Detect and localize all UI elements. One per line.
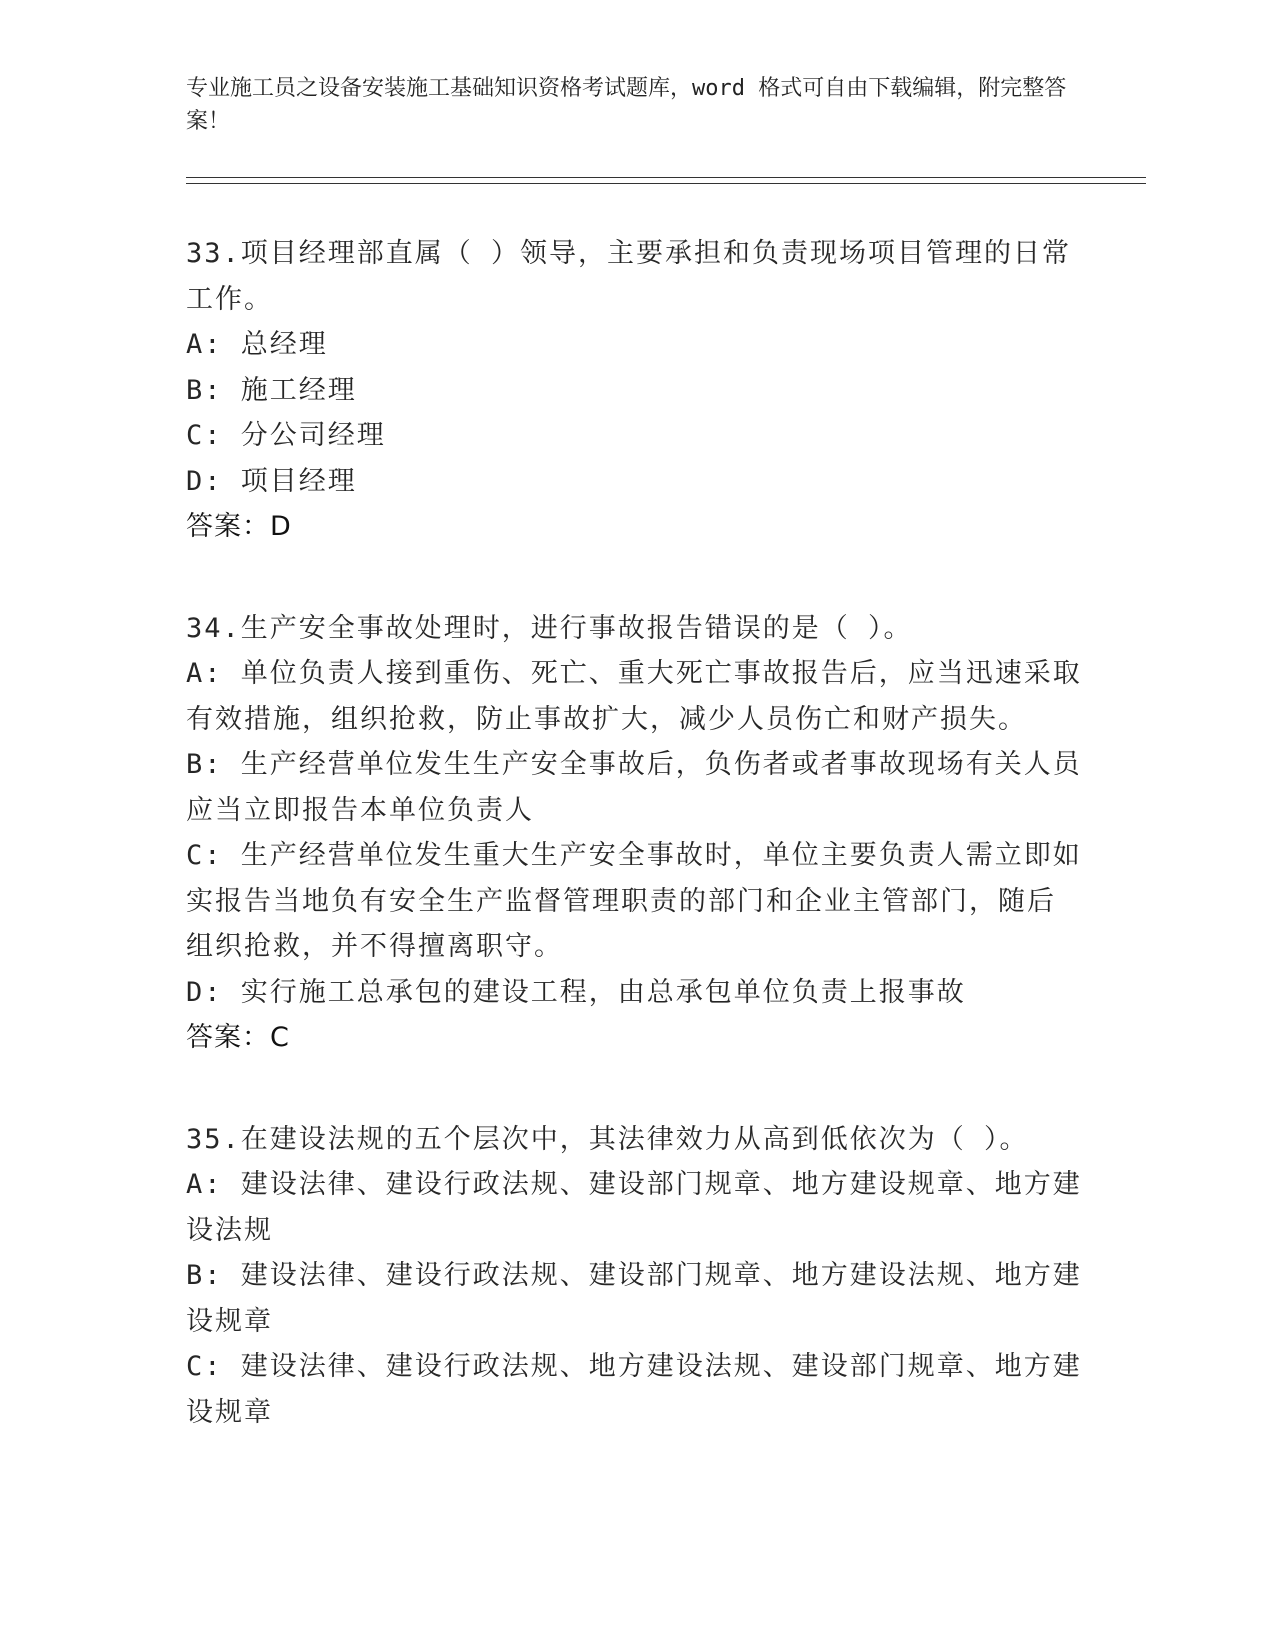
document-header [186,72,1086,138]
option-b: B: 建设法律、建设行政法规、建设部门规章、地方建设法规、地方建 [186,1260,1082,1291]
option-d: D: 实行施工总承包的建设工程，由总承包单位负责上报事故 [186,976,966,1008]
option-a-continued: 设法规 [186,1214,273,1246]
question-35 [186,1117,1086,1436]
option-c: C: 分公司经理 [186,420,386,451]
option-c-continued: 组织抢救，并不得擅离职守。 [186,931,563,962]
question-stem-line: 33.项目经理部直属（ ）领导，主要承担和负责现场项目管理的日常 [186,238,1072,269]
header-title: 专业施工员之设备安装施工基础知识资格考试题库，word 格式可自由下载编辑，附完整答案！ [186,76,1067,134]
option-a: A: 单位负责人接到重伤、死亡、重大死亡事故报告后，应当迅速采取 [186,658,1082,689]
option-c-continued: 实报告当地负有安全生产监督管理职责的部门和企业主管部门，随后 [186,885,1056,917]
question-stem-line: 工作。 [186,283,273,315]
option-c-continued: 设规章 [186,1396,273,1428]
option-b-continued: 应当立即报告本单位负责人 [186,794,534,826]
header-rule-top [186,177,1146,178]
option-c: C: 生产经营单位发生重大生产安全事故时，单位主要负责人需立即如 [186,840,1082,871]
option-b: B: 生产经营单位发生生产安全事故后，负伤者或者事故现场有关人员 [186,749,1082,780]
question-33 [186,231,1086,550]
option-d: D: 项目经理 [186,465,357,497]
question-list [186,231,1086,1491]
question-stem-line: 34.生产安全事故处理时，进行事故报告错误的是（ ）。 [186,612,913,644]
header-rule-bottom [186,183,1146,184]
option-b: B: 施工经理 [186,374,357,406]
option-b-continued: 设规章 [186,1305,273,1337]
option-a: A: 总经理 [186,329,328,360]
answer-label: 答案：C [186,1022,290,1053]
question-34 [186,606,1086,1061]
question-stem-line: 35.在建设法规的五个层次中，其法律效力从高到低依次为（ ）。 [186,1123,1029,1155]
option-a-continued: 有效措施，组织抢救，防止事故扩大，减少人员伤亡和财产损失。 [186,703,1027,735]
option-a: A: 建设法律、建设行政法规、建设部门规章、地方建设规章、地方建 [186,1169,1082,1200]
answer-label: 答案：D [186,511,292,542]
option-c: C: 建设法律、建设行政法规、地方建设法规、建设部门规章、地方建 [186,1351,1082,1382]
